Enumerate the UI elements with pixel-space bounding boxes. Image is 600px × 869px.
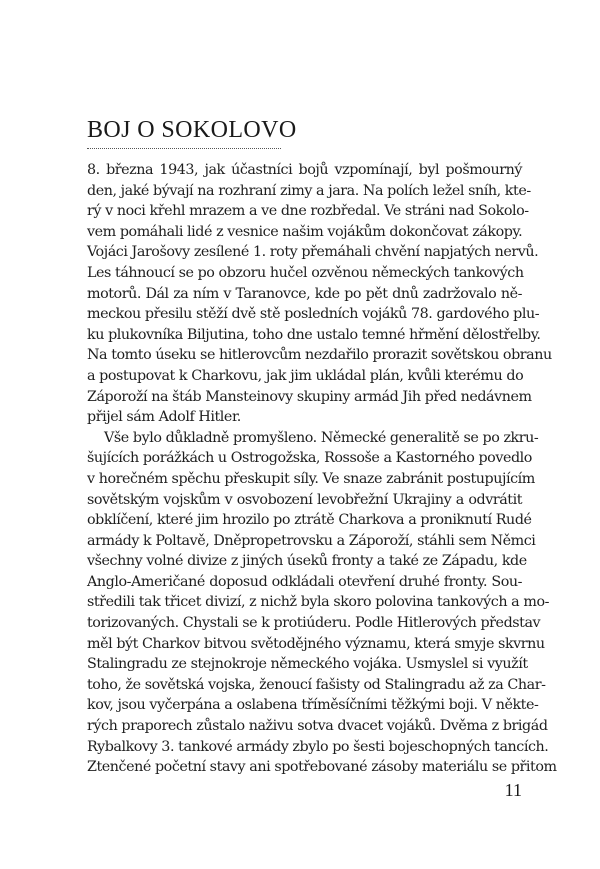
title-underline <box>87 148 281 149</box>
text-line: měl být Charkov bitvou světodějného významu, která smyje skvrnu <box>87 635 545 652</box>
text-line: meckou přesilu stěží dvě stě posledních vojáků 78. gardového plu- <box>87 306 540 323</box>
text-line: ku plukovníka Biljutina, toho dne ustalo temné hřmění dělostřelby. <box>87 326 541 343</box>
text-line: armády k Poltavě, Dněpropetrovsku a Záporoží, stáhli sem Němci <box>87 532 536 549</box>
text-line: všechny volné divize z jiných úseků fronty a také ze Západu, kde <box>87 553 527 570</box>
text-line: torizovaných. Chystali se k protiúderu. Podle Hitlerových představ <box>87 615 541 632</box>
text-line: Rybalkovy 3. tankové armády zbylo po šesti bojeschopných tancích. <box>87 738 549 755</box>
text-line: Les táhnoucí se po obzoru hučel ozvěnou německých tankových <box>87 264 524 281</box>
text-line: Stalingradu ze stejnokroje německého vojáka. Usmyslel si využít <box>87 656 528 673</box>
paragraph <box>87 160 552 428</box>
text-line: toho, že sovětská vojska, ženoucí fašisty od Stalingradu až za Char- <box>87 676 546 693</box>
text-line: rý v noci křehl mrazem a ve dne rozbředal. Ve stráni nad Sokolo- <box>87 203 529 220</box>
text-line: den, jaké bývají na rozhraní zimy a jara. Na polích ležel sníh, kte- <box>87 182 531 199</box>
text-line: rých praporech zůstalo naživu sotva dvacet vojáků. Dvěma z brigád <box>87 718 548 735</box>
text-line: v horečném spěchu přeskupit síly. Ve snaze zabránit postupujícím <box>87 470 535 487</box>
text-line: 8. března 1943, jak účastníci bojů vzpomínají, byl pošmourný <box>87 162 522 178</box>
text-line: Záporoží na štáb Mansteinovy skupiny armád Jih před nedávnem <box>87 388 532 405</box>
text-line: Na tomto úseku se hitlerovcům nezdařilo prorazit sovětskou obranu <box>87 347 552 364</box>
text-line: Vojáci Jarošovy zesílené 1. roty přemáhali chvění napjatých nervů. <box>87 244 539 261</box>
text-line: šujících porážkách u Ostrogožska, Rossoše a Kastorného povedlo <box>87 450 532 467</box>
text-line: Ztenčené početní stavy ani spotřebované zásoby materiálu se přitom <box>87 759 557 776</box>
text-line: Vše bylo důkladně promyšleno. Německé generalitě se po zkru- <box>104 429 539 446</box>
chapter-title: BOJ O SOKOLOVO <box>87 117 297 143</box>
text-line: obklíčení, které jim hrozilo po ztrátě Charkova a proniknutí Rudé <box>87 512 532 529</box>
text-line: motorů. Dál za ním v Taranovce, kde po pět dnů zadržovalo ně- <box>87 285 522 302</box>
text-line: kov, jsou vyčerpána a oslabena tříměsíčními těžkými boji. V někte- <box>87 697 539 714</box>
text-line: Anglo-Američané doposud odkládali otevření druhé fronty. Sou- <box>87 573 522 590</box>
paragraph <box>87 428 557 778</box>
text-line: a postupovat k Charkovu, jak jim ukládal plán, kvůli kterému do <box>87 367 524 384</box>
page-number: 11 <box>504 780 522 800</box>
text-line: přijel sám Adolf Hitler. <box>87 409 241 426</box>
text-line: vem pomáhali lidé z vesnice našim vojákům dokončovat zákopy. <box>87 223 523 240</box>
text-line: středili tak třicet divizí, z nichž byla skoro polovina tankových a mo- <box>87 594 549 611</box>
text-line: sovětským vojskům v osvobození levobřežní Ukrajiny a odvrátit <box>87 491 522 508</box>
body-text <box>87 160 557 778</box>
